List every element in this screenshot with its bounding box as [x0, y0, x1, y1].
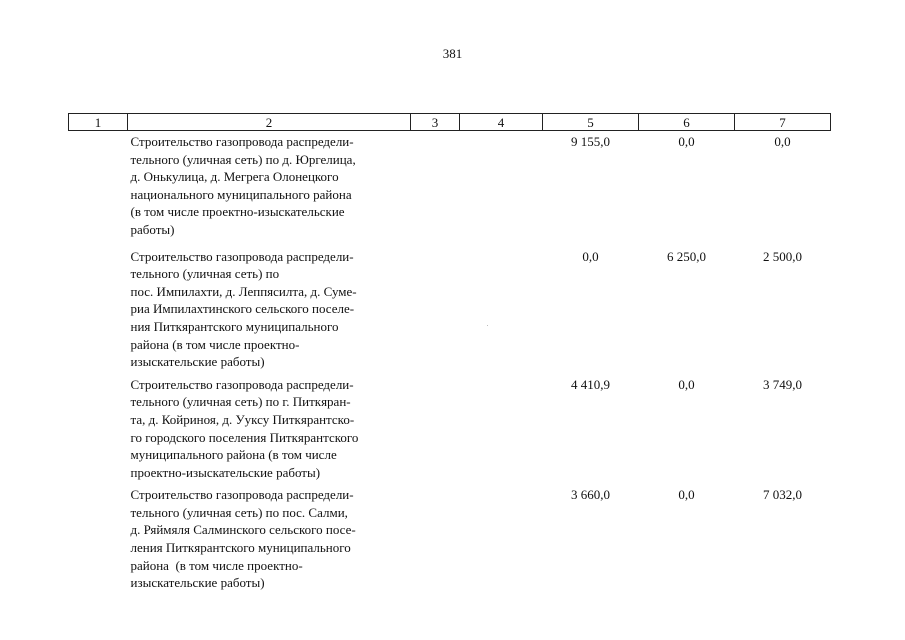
cell-col4	[460, 376, 543, 487]
project-name: Строительство газопровода распредели- тельного (уличная сеть) по пос. Импилахти, д. Леппясилта, д. Суме- риа Импилахтинского сельского поселе- ния Питкярантского муниципального района (в том числе проектно- изыскательские работы)	[130, 248, 357, 370]
cell-col1	[69, 376, 128, 487]
value-col7: 0,0	[774, 134, 791, 149]
budget-table	[68, 113, 831, 592]
value-col5: 4 410,9	[571, 376, 610, 392]
table-row	[69, 486, 831, 592]
cell-col3	[411, 248, 460, 376]
value-col6: 0,0	[678, 376, 695, 392]
column-header-4: 4	[460, 114, 543, 131]
scan-speck	[487, 325, 488, 326]
table-row	[69, 248, 831, 376]
value-col7: 7 032,0	[763, 487, 802, 503]
project-name: Строительство газопровода распредели- тельного (уличная сеть) по д. Юргелица, д. Онькулица, д. Мегрега Олонецкого национального муниципального района (в том числе проектно-изыскательские работы)	[130, 134, 356, 237]
column-header-5: 5	[543, 114, 639, 131]
value-col5: 9 155,0	[571, 134, 610, 149]
cell-col3	[411, 376, 460, 487]
value-col5: 3 660,0	[571, 487, 610, 503]
project-name: Строительство газопровода распредели- тельного (уличная сеть) по г. Питкяран- та, д. Койриноя, д. Ууксу Питкярантско- го городского поселения Питкярантского муниципального района (в том числе проектно-изыскательские работы)	[130, 376, 359, 480]
value-col6: 0,0	[678, 134, 695, 149]
cell-col1	[69, 486, 128, 592]
table-header	[69, 114, 831, 131]
header-row	[69, 114, 831, 131]
cell-col4	[460, 486, 543, 592]
column-header-2: 2	[128, 114, 411, 131]
cell-col4	[460, 248, 543, 376]
value-col5: 0,0	[582, 248, 599, 264]
value-col7: 2 500,0	[763, 248, 802, 264]
cell-col3	[411, 486, 460, 592]
column-header-7: 7	[735, 114, 831, 131]
cell-col3	[411, 131, 460, 248]
table-row	[69, 376, 831, 487]
cell-col4	[460, 131, 543, 248]
project-name: Строительство газопровода распредели- тельного (уличная сеть) по пос. Салми, д. Ряймяля Салминского сельского посе- ления Питкярантского муниципального района (в том числе проектно- изыскательские работы)	[130, 487, 356, 591]
value-col6: 0,0	[678, 487, 695, 503]
page-number: 381	[442, 46, 463, 61]
value-col7: 3 749,0	[763, 376, 802, 392]
cell-col1	[69, 248, 128, 376]
value-col6: 6 250,0	[667, 248, 706, 264]
column-header-1: 1	[69, 114, 128, 131]
table-body	[69, 131, 831, 592]
column-header-6: 6	[639, 114, 735, 131]
column-header-3: 3	[411, 114, 460, 131]
cell-col1	[69, 131, 128, 248]
table-row	[69, 131, 831, 248]
